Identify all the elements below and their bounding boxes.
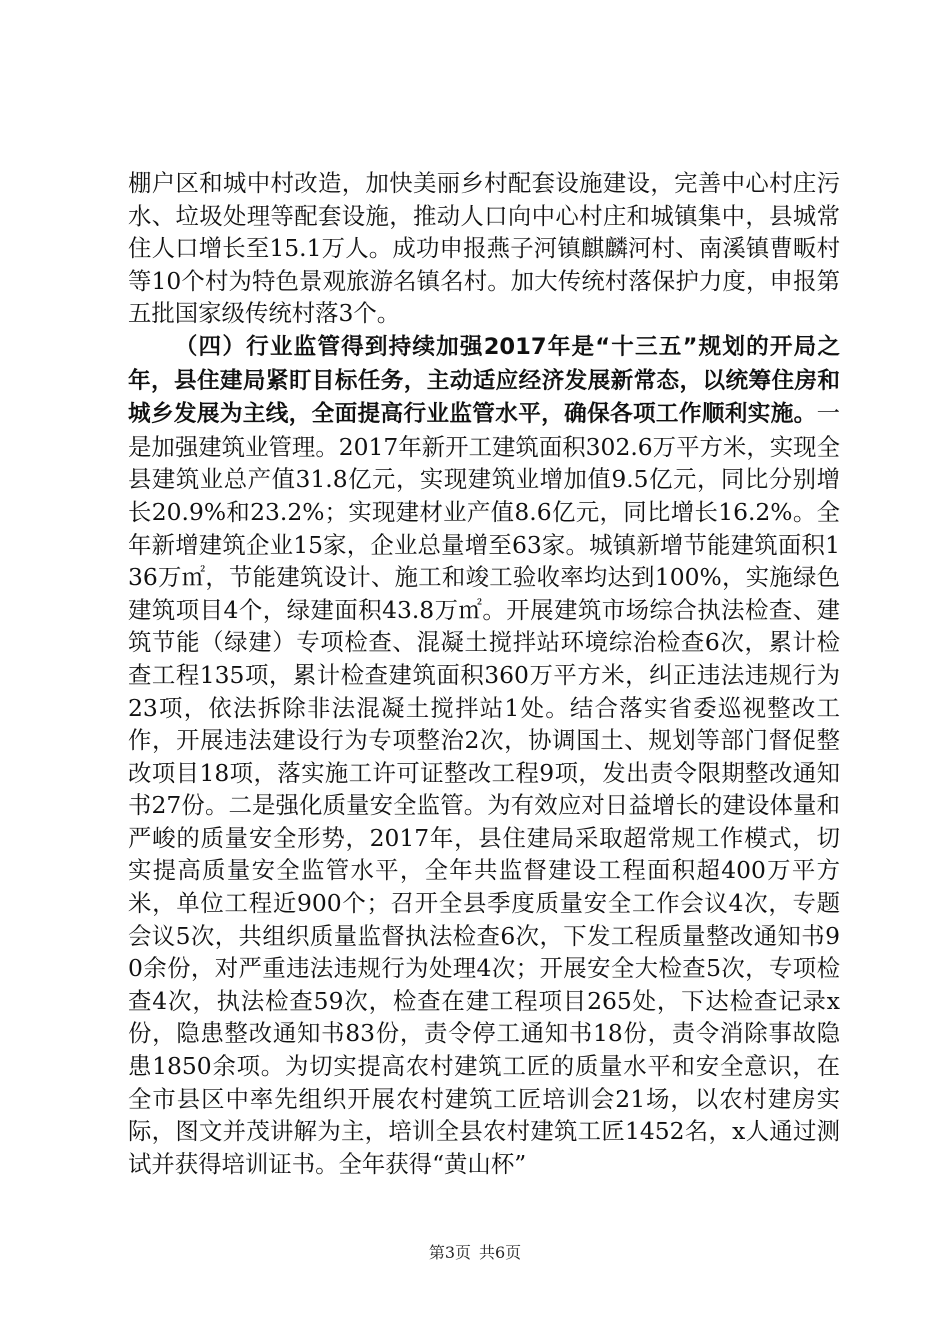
page-number-total: 共6页	[479, 1243, 522, 1262]
paragraph-industry-supervision	[128, 330, 840, 1180]
section-heading-industry-supervision: （四）行业监管得到持续加强2017年是“十三五”规划的开局之年，县住建局紧盯目标任务，主动适应经济发展新常态，以统筹住房和城乡发展为主线，全面提高行业监管水平，确保各项工作顺利实施。	[128, 333, 840, 428]
paragraph-industry-supervision-body: 一是加强建筑业管理。2017年新开工建筑面积302.6万平方米，实现全县建筑业总产值31.8亿元，实现建筑业增加值9.5亿元，同比分别增长20.9%和23.2%；实现建材业产值8.6亿元，同比增长16.2%。全年新增建筑企业15家，企业总量增至63家。城镇新增节能建筑面积136万㎡，节能建筑设计、施工和竣工验收率均达到100%，实施绿色建筑项目4个，绿建面积43.8万㎡。开展建筑市场综合执法检查、建筑节能（绿建）专项检查、混凝土搅拌站环境综治检查6次，累计检查工程135项，累计检查建筑面积360万平方米，纠正违法违规行为23项，依法拆除非法混凝土搅拌站1处。结合落实省委巡视整改工作，开展违法建设行为专项整治2次，协调国土、规划等部门督促整改项目18项，落实施工许可证整改工程9项，发出责令限期整改通知书27份。二是强化质量安全监管。为有效应对日益增长的建设体量和严峻的质量安全形势，2017年，县住建局采取超常规工作模式，切实提高质量安全监管水平，全年共监督建设工程面积超400万平方米，单位工程近900个；召开全县季度质量安全工作会议4次，专题会议5次，共组织质量监督执法检查6次，下发工程质量整改通知书90余份，对严重违法违规行为处理4次；开展安全大检查5次，专项检查4次，执法检查59次，检查在建工程项目265处，下达检查记录x份，隐患整改通知书83份，责令停工通知书18份，责令消除事故隐患1850余项。为切实提高农村建筑工匠的质量水平和安全意识，在全市县区中率先组织开展农村建筑工匠培训会21场，以农村建房实际，图文并茂讲解为主，培训全县农村建筑工匠1452名，x人通过测试并获得培训证书。全年获得“黄山杯”	[128, 399, 840, 1178]
document-body	[128, 167, 840, 1180]
page-footer	[0, 1240, 950, 1263]
paragraph-village-renovation: 棚户区和城中村改造，加快美丽乡村配套设施建设，完善中心村庄污水、垃圾处理等配套设施，推动人口向中心村庄和城镇集中，县城常住人口增长至15.1万人。成功申报燕子河镇麒麟河村、南溪镇曹畈村等10个村为特色景观旅游名镇名村。加大传统村落保护力度，申报第五批国家级传统村落3个。	[128, 169, 840, 328]
page-number-current: 第3页	[428, 1243, 471, 1262]
